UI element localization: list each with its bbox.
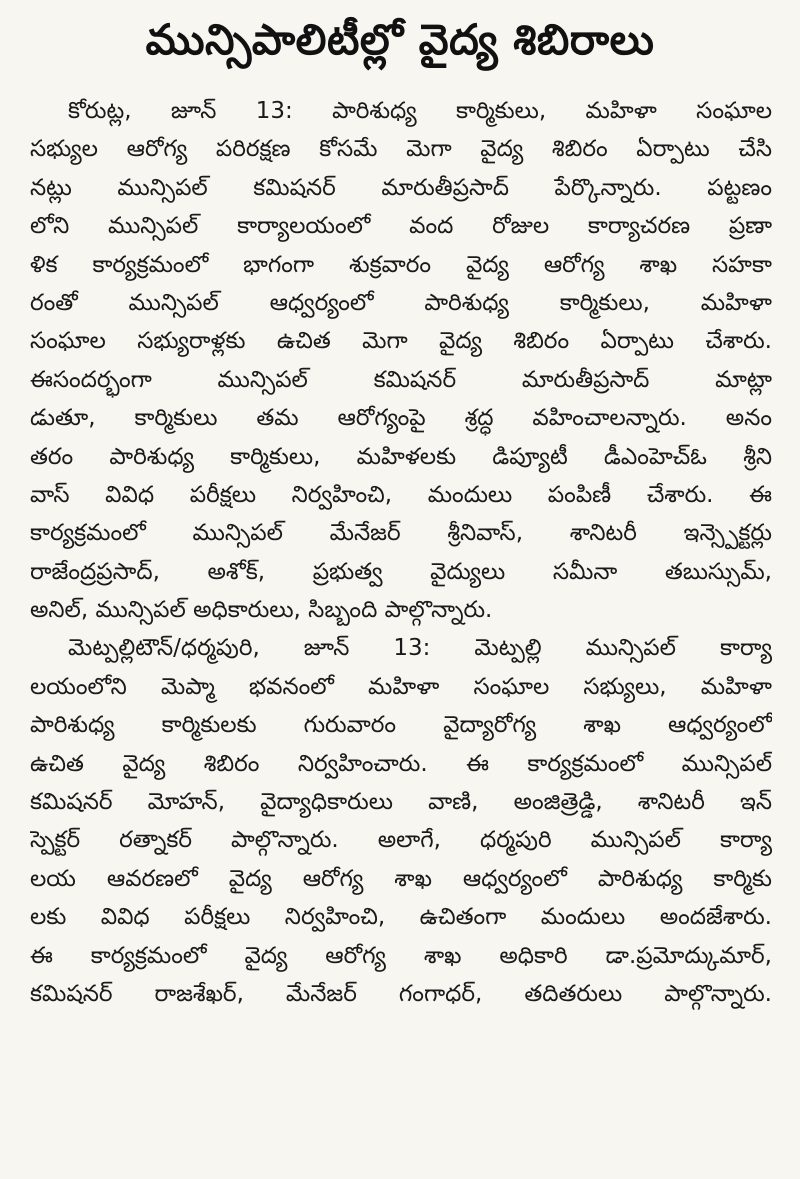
article-line: ఈ కార్యక్రమంలో వైద్య ఆరోగ్య శాఖ అధికారి డా.ప్రమోద్కుమార్, bbox=[30, 942, 772, 969]
article-line: కార్యక్రమంలో మున్సిపల్ మేనేజర్ శ్రీనివాస్, శానిటరీ ఇన్స్పెక్టర్లు bbox=[30, 520, 772, 547]
article-line: అనిల్, మున్సిపల్ అధికారులు, సిబ్బంది పాల్గొన్నారు. bbox=[30, 597, 493, 624]
article-line: లయంలోని మెప్మా భవనంలో మహిళా సంఘాల సభ్యులు, మహిళా bbox=[30, 673, 772, 700]
article-line: డుతూ, కార్మికులు తమ ఆరోగ్యంపై శ్రద్ధ వహించాలన్నారు. అనం bbox=[30, 405, 772, 432]
article-line: ళిక కార్యక్రమంలో భాగంగా శుక్రవారం వైద్య ఆరోగ్య శాఖ సహకా bbox=[30, 251, 772, 278]
article-line: మెట్పల్లిటౌన్/ధర్మపురి, జూన్ 13: మెట్పల్లి మున్సిపల్ కార్యా bbox=[68, 635, 772, 662]
article-line: రాజేంద్రప్రసాద్, అశోక్, ప్రభుత్వ వైద్యులు సమీనా తబుస్సుమ్, bbox=[30, 558, 772, 585]
article-line: లోని మున్సిపల్ కార్యాలయంలో వంద రోజుల కార్యాచరణ ప్రణా bbox=[30, 213, 772, 240]
article-line: నట్లు మున్సిపల్ కమిషనర్ మారుతీప్రసాద్ పేర్కొన్నారు. పట్టణం bbox=[30, 174, 772, 201]
article-line: కోరుట్ల, జూన్ 13: పారిశుధ్య కార్మికులు, మహిళా సంఘాల bbox=[68, 98, 772, 124]
article-line: ఈసందర్భంగా మున్సిపల్ కమిషనర్ మారుతీప్రసాద్ మాట్లా bbox=[30, 366, 772, 393]
article-line: కమిషనర్ రాజశేఖర్, మేనేజర్ గంగాధర్, తదితరులు పాల్గొన్నారు. bbox=[30, 980, 772, 1007]
article-line: తరం పారిశుధ్య కార్మికులు, మహిళలకు డిప్యూటీ డీఎంహెచ్ఓ శ్రీని bbox=[30, 443, 772, 470]
article-line: కమిషనర్ మోహన్, వైద్యాధికారులు వాణి, అంజిత్రెడ్డి, శానిటరీ ఇన్ bbox=[30, 789, 772, 816]
article-line: స్పెక్టర్ రత్నాకర్ పాల్గొన్నారు. అలాగే, ధర్మపురి మున్సిపల్ కార్యా bbox=[30, 827, 772, 854]
article-line: పారిశుధ్య కార్మికులకు గురువారం వైద్యారోగ్య శాఖ ఆధ్వర్యంలో bbox=[30, 712, 772, 739]
article-line: సంఘాల సభ్యురాళ్లకు ఉచిత మెగా వైద్య శిబిరం ఏర్పాటు చేశారు. bbox=[30, 328, 772, 355]
article-line: లయ ఆవరణలో వైద్య ఆరోగ్య శాఖ ఆధ్వర్యంలో పారిశుధ్య కార్మికు bbox=[30, 865, 772, 892]
article-body bbox=[30, 92, 772, 1013]
article-line: లకు వివిధ పరీక్షలు నిర్వహించి, ఉచితంగా మందులు అందజేశారు. bbox=[30, 904, 772, 931]
headline: మున్సిపాలిటీల్లో వైద్య శిబిరాలు bbox=[145, 15, 655, 64]
article-line: సభ్యుల ఆరోగ్య పరిరక్షణ కోసమే మెగా వైద్య శిబిరం ఏర్పాటు చేసి bbox=[30, 136, 772, 163]
article-line: వాస్ వివిధ పరీక్షలు నిర్వహించి, మందులు పంపిణీ చేశారు. ఈ bbox=[30, 481, 772, 508]
article-line: రంతో మున్సిపల్ ఆధ్వర్యంలో పారిశుధ్య కార్మికులు, మహిళా bbox=[30, 289, 772, 316]
article-line: ఉచిత వైద్య శిబిరం నిర్వహించారు. ఈ కార్యక్రమంలో మున్సిపల్ bbox=[30, 750, 772, 777]
